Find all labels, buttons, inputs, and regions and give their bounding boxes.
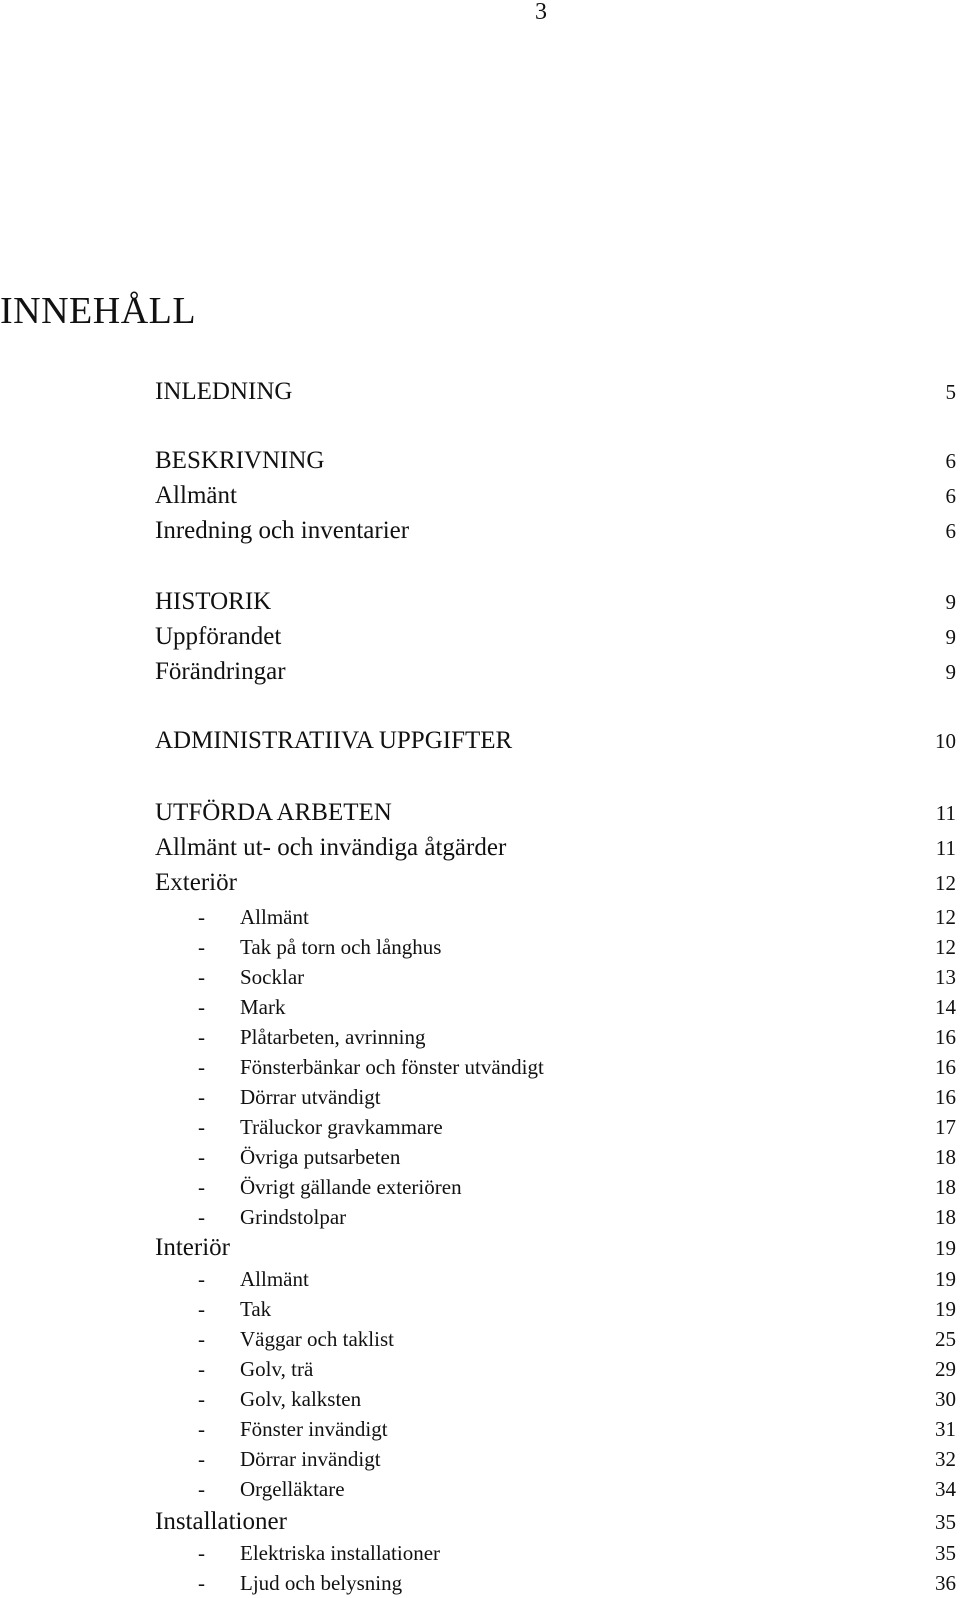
toc-subentry[interactable] (0, 1570, 960, 1596)
toc-entry-forandringar[interactable] (0, 657, 960, 687)
toc-entry-label: Allmänt ut- och invändiga åtgärder (155, 834, 507, 861)
toc-entry-page: 12 (935, 871, 956, 895)
toc-entry-page: 35 (935, 1510, 956, 1534)
toc-entry-page: 16 (935, 1055, 956, 1079)
toc-entry-page: 29 (935, 1357, 956, 1381)
toc-entry-page: 30 (935, 1387, 956, 1411)
toc-entry-label: Allmänt (155, 482, 237, 509)
dash-marker: - (198, 905, 205, 929)
toc-entry-page: 25 (935, 1327, 956, 1351)
toc-entry-page: 18 (935, 1175, 956, 1199)
dash-marker: - (198, 935, 205, 959)
toc-entry-interior[interactable] (0, 1233, 960, 1263)
toc-subentry[interactable] (0, 904, 960, 930)
dash-marker: - (198, 995, 205, 1019)
toc-entry-label: Tak på torn och långhus (240, 935, 442, 959)
toc-entry-label: Fönsterbänkar och fönster utvändigt (240, 1055, 544, 1079)
toc-subentry[interactable] (0, 1174, 960, 1200)
dash-marker: - (198, 1327, 205, 1351)
toc-entry-page: 17 (935, 1115, 956, 1139)
toc-entry-administrativa[interactable] (0, 726, 960, 756)
toc-entry-inredning[interactable] (0, 516, 960, 546)
dash-marker: - (198, 965, 205, 989)
dash-marker: - (198, 1297, 205, 1321)
toc-entry-label: Plåtarbeten, avrinning (240, 1025, 426, 1049)
toc-entry-allmant[interactable] (0, 481, 960, 511)
toc-entry-page: 19 (935, 1236, 956, 1260)
toc-entry-page: 6 (945, 449, 956, 473)
toc-entry-label: Tak (240, 1297, 272, 1321)
toc-entry-page: 16 (935, 1025, 956, 1049)
toc-entry-label: Golv, kalksten (240, 1387, 362, 1411)
toc-entry-label: Elektriska installationer (240, 1541, 441, 1565)
toc-entry-page: 19 (935, 1297, 956, 1321)
toc-entry-beskrivning[interactable] (0, 446, 960, 476)
toc-subentry[interactable] (0, 934, 960, 960)
toc-subentry[interactable] (0, 1296, 960, 1322)
toc-entry-label: Förändringar (155, 658, 286, 685)
dash-marker: - (198, 1145, 205, 1169)
toc-entry-label: INLEDNING (155, 378, 293, 405)
toc-subentry[interactable] (0, 1356, 960, 1382)
dash-marker: - (198, 1357, 205, 1381)
toc-subentry[interactable] (0, 1204, 960, 1230)
toc-entry-historik[interactable] (0, 587, 960, 617)
toc-entry-label: Fönster invändigt (240, 1417, 388, 1441)
toc-heading: INNEHÅLL (0, 290, 197, 332)
toc-entry-page: 18 (935, 1205, 956, 1229)
toc-subentry[interactable] (0, 994, 960, 1020)
toc-entry-label: Orgelläktare (240, 1477, 345, 1501)
toc-subentry[interactable] (0, 1416, 960, 1442)
toc-entry-page: 13 (935, 965, 956, 989)
toc-entry-label: Övriga putsarbeten (240, 1145, 401, 1169)
dash-marker: - (198, 1205, 205, 1229)
toc-entry-label: Övrigt gällande exteriören (240, 1175, 462, 1199)
toc-entry-page: 10 (935, 729, 956, 753)
toc-entry-label: Allmänt (240, 905, 309, 929)
dash-marker: - (198, 1267, 205, 1291)
toc-entry-page: 5 (945, 380, 956, 404)
toc-entry-page: 32 (935, 1447, 956, 1471)
toc-entry-label: Träluckor gravkammare (240, 1115, 443, 1139)
page-number: 3 (535, 0, 547, 25)
toc-entry-page: 34 (935, 1477, 956, 1501)
toc-entry-label: Golv, trä (240, 1357, 314, 1381)
dash-marker: - (198, 1025, 205, 1049)
dash-marker: - (198, 1085, 205, 1109)
toc-entry-label: Mark (240, 995, 286, 1019)
toc-entry-label: Dörrar utvändigt (240, 1085, 381, 1109)
toc-entry-label: Grindstolpar (240, 1205, 347, 1229)
toc-entry-label: Väggar och taklist (240, 1327, 394, 1351)
toc-entry-page: 9 (945, 660, 956, 684)
toc-subentry[interactable] (0, 1540, 960, 1566)
toc-entry-label: HISTORIK (155, 588, 272, 615)
dash-marker: - (198, 1571, 205, 1595)
toc-entry-page: 11 (935, 836, 956, 860)
dash-marker: - (198, 1477, 205, 1501)
toc-entry-label: Ljud och belysning (240, 1571, 403, 1595)
toc-subentry[interactable] (0, 1024, 960, 1050)
toc-entry-label: Allmänt (240, 1267, 309, 1291)
toc-entry-page: 11 (935, 801, 956, 825)
toc-subentry[interactable] (0, 1386, 960, 1412)
toc-subentry[interactable] (0, 1266, 960, 1292)
toc-entry-page: 6 (945, 484, 956, 508)
toc-entry-page: 12 (935, 935, 956, 959)
dash-marker: - (198, 1387, 205, 1411)
dash-marker: - (198, 1417, 205, 1441)
toc-subentry[interactable] (0, 1476, 960, 1502)
toc-entry-label: Inredning och inventarier (155, 517, 410, 544)
toc-entry-label: Socklar (240, 965, 305, 989)
dash-marker: - (198, 1175, 205, 1199)
toc-entry-inledning[interactable] (0, 377, 960, 407)
toc-entry-label: Dörrar invändigt (240, 1447, 381, 1471)
toc-subentry[interactable] (0, 1326, 960, 1352)
toc-entry-page: 14 (935, 995, 956, 1019)
toc-entry-page: 36 (935, 1571, 956, 1595)
toc-entry-page: 16 (935, 1085, 956, 1109)
dash-marker: - (198, 1541, 205, 1565)
toc-entry-exterior[interactable] (0, 868, 960, 898)
toc-subentry[interactable] (0, 1144, 960, 1170)
toc-subentry[interactable] (0, 1084, 960, 1110)
toc-entry-page: 6 (945, 519, 956, 543)
toc-entry-page: 9 (945, 625, 956, 649)
toc-entry-allmant-ut[interactable] (0, 833, 960, 863)
toc-entry-label: Interiör (155, 1234, 230, 1261)
toc-subentry[interactable] (0, 1054, 960, 1080)
dash-marker: - (198, 1055, 205, 1079)
dash-marker: - (198, 1115, 205, 1139)
toc-subentry[interactable] (0, 1446, 960, 1472)
toc-entry-label: Uppförandet (155, 623, 282, 650)
toc-entry-label: Installationer (155, 1508, 287, 1535)
toc-entry-page: 19 (935, 1267, 956, 1291)
toc-entry-page: 35 (935, 1541, 956, 1565)
toc-subentry[interactable] (0, 964, 960, 990)
toc-entry-uppforandet[interactable] (0, 622, 960, 652)
toc-entry-page: 12 (935, 905, 956, 929)
toc-entry-label: BESKRIVNING (155, 447, 325, 474)
toc-entry-label: Exteriör (155, 869, 237, 896)
toc-entry-installationer[interactable] (0, 1507, 960, 1537)
toc-entry-label: ADMINISTRATIIVA UPPGIFTER (155, 727, 513, 754)
toc-entry-page: 9 (945, 590, 956, 614)
toc-entry-page: 18 (935, 1145, 956, 1169)
toc-entry-page: 31 (935, 1417, 956, 1441)
toc-subentry[interactable] (0, 1114, 960, 1140)
dash-marker: - (198, 1447, 205, 1471)
toc-entry-utforda-arbeten[interactable] (0, 798, 960, 828)
toc-entry-label: UTFÖRDA ARBETEN (155, 799, 392, 826)
